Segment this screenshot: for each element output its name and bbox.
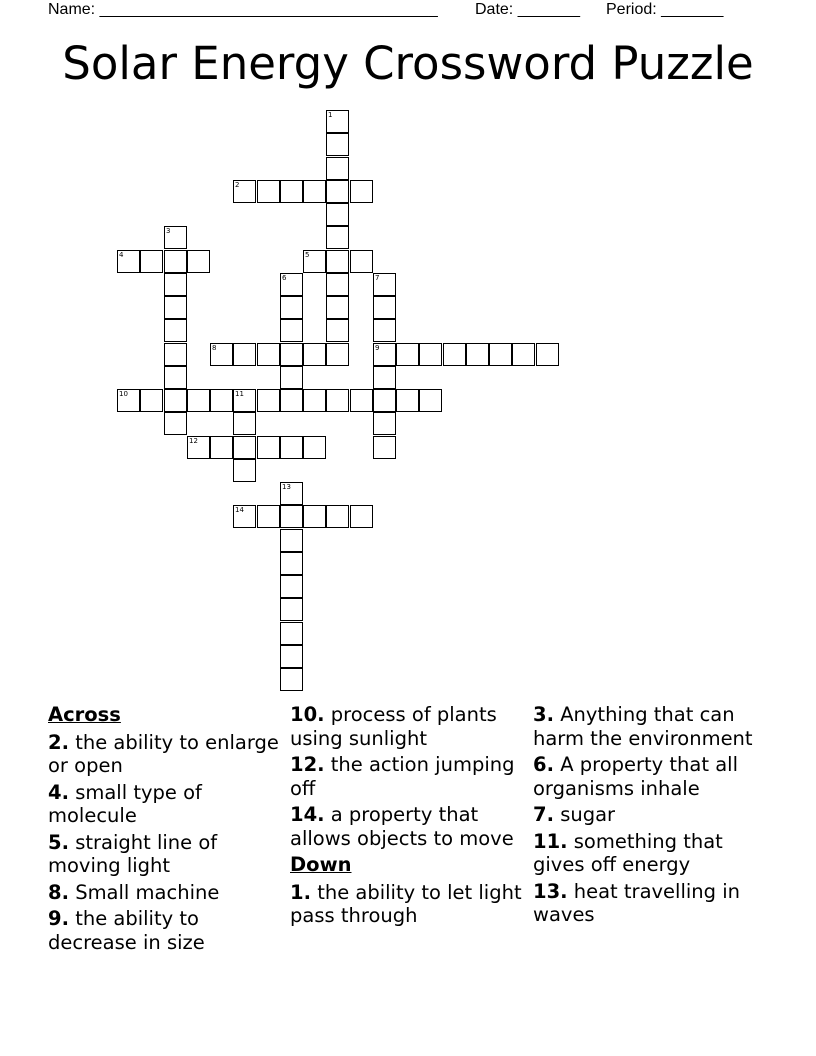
cell-number: 2 <box>235 181 240 189</box>
crossword-cell[interactable] <box>233 436 256 459</box>
crossword-cell[interactable] <box>210 389 233 412</box>
clue-number: 4. <box>48 780 69 804</box>
crossword-cell[interactable] <box>373 412 396 435</box>
clue-column-3 <box>533 703 773 930</box>
crossword-cell[interactable] <box>164 250 187 273</box>
crossword-cell[interactable] <box>489 343 512 366</box>
clue-across-8 <box>48 881 280 905</box>
crossword-cell[interactable] <box>303 250 326 273</box>
crossword-cell[interactable] <box>257 436 280 459</box>
clue-across-10 <box>290 703 522 750</box>
crossword-cell[interactable] <box>233 389 256 412</box>
crossword-cell[interactable] <box>350 389 373 412</box>
crossword-cell[interactable] <box>303 343 326 366</box>
clue-text: small type of molecule <box>48 780 202 827</box>
crossword-cell[interactable] <box>280 389 303 412</box>
cell-number: 1 <box>328 111 333 119</box>
crossword-cell[interactable] <box>257 389 280 412</box>
crossword-cell[interactable] <box>280 622 303 645</box>
clue-down-7 <box>533 803 773 827</box>
clue-across-2 <box>48 731 280 778</box>
crossword-cell[interactable] <box>326 505 349 528</box>
crossword-cell[interactable] <box>164 366 187 389</box>
crossword-cell[interactable] <box>257 343 280 366</box>
cell-number: 3 <box>166 227 171 235</box>
crossword-cell[interactable] <box>164 273 187 296</box>
clue-text: the ability to let light pass through <box>290 880 522 927</box>
cell-number: 7 <box>375 274 380 282</box>
clue-across-9 <box>48 907 280 954</box>
crossword-cell[interactable] <box>350 250 373 273</box>
crossword-cell[interactable] <box>326 157 349 180</box>
crossword-cell[interactable] <box>164 226 187 249</box>
crossword-cell[interactable] <box>326 319 349 342</box>
crossword-cell[interactable] <box>164 389 187 412</box>
clue-column-2 <box>290 703 522 931</box>
crossword-cell[interactable] <box>373 366 396 389</box>
crossword-cell[interactable] <box>326 133 349 156</box>
crossword-cell[interactable] <box>280 366 303 389</box>
crossword-cell[interactable] <box>326 296 349 319</box>
clue-number: 3. <box>533 703 554 726</box>
cell-number: 12 <box>189 437 198 445</box>
crossword-cell[interactable] <box>117 250 140 273</box>
clue-text: the ability to enlarge or open <box>48 730 279 777</box>
cell-number: 13 <box>282 483 291 491</box>
crossword-cell[interactable] <box>210 436 233 459</box>
date-field-label[interactable]: Date: _______ <box>475 1 580 18</box>
crossword-cell[interactable] <box>373 436 396 459</box>
clue-down-11 <box>533 830 773 877</box>
clue-number: 8. <box>48 880 69 904</box>
crossword-cell[interactable] <box>303 389 326 412</box>
crossword-cell[interactable] <box>233 505 256 528</box>
clue-text: heat travelling in waves <box>533 879 741 926</box>
crossword-cell[interactable] <box>419 389 442 412</box>
crossword-cell[interactable] <box>280 552 303 575</box>
crossword-cell[interactable] <box>187 436 210 459</box>
crossword-cell[interactable] <box>326 180 349 203</box>
clue-number: 1. <box>290 880 311 904</box>
clue-number: 14. <box>290 803 325 826</box>
crossword-cell[interactable] <box>326 273 349 296</box>
crossword-cell[interactable] <box>326 343 349 366</box>
cell-number: 8 <box>212 344 217 352</box>
cell-number: 10 <box>119 390 128 398</box>
crossword-cell[interactable] <box>233 459 256 482</box>
crossword-cell[interactable] <box>303 180 326 203</box>
crossword-cell[interactable] <box>164 296 187 319</box>
clue-text: a property that allows objects to move <box>290 803 514 850</box>
clue-across-14 <box>290 803 522 850</box>
crossword-cell[interactable] <box>280 598 303 621</box>
clue-text: Anything that can harm the environment <box>533 703 753 750</box>
cell-number: 6 <box>282 274 287 282</box>
crossword-cell[interactable] <box>140 250 163 273</box>
crossword-cell[interactable] <box>280 575 303 598</box>
clue-across-12 <box>290 753 522 800</box>
clue-number: 12. <box>290 753 325 776</box>
crossword-cell[interactable] <box>280 343 303 366</box>
down-heading: Down <box>290 853 352 876</box>
clue-column-1 <box>48 703 280 957</box>
clue-down-3 <box>533 703 773 750</box>
crossword-cell[interactable] <box>443 343 466 366</box>
cell-number: 14 <box>235 506 244 514</box>
crossword-cell[interactable] <box>257 505 280 528</box>
cell-number: 11 <box>235 390 244 398</box>
crossword-cell[interactable] <box>326 389 349 412</box>
clue-across-5 <box>48 831 280 878</box>
crossword-cell[interactable] <box>280 645 303 668</box>
crossword-cell[interactable] <box>373 296 396 319</box>
crossword-cell[interactable] <box>210 343 233 366</box>
clue-text: A property that all organisms inhale <box>533 753 738 800</box>
crossword-cell[interactable] <box>280 482 303 505</box>
clue-across-4 <box>48 781 280 828</box>
crossword-cell[interactable] <box>303 436 326 459</box>
crossword-cell[interactable] <box>326 110 349 133</box>
crossword-cell[interactable] <box>326 203 349 226</box>
crossword-cell[interactable] <box>303 505 326 528</box>
crossword-cell[interactable] <box>257 180 280 203</box>
clue-down-6 <box>533 753 773 800</box>
clue-number: 6. <box>533 753 554 776</box>
crossword-cell[interactable] <box>280 436 303 459</box>
crossword-cell[interactable] <box>233 180 256 203</box>
crossword-cell[interactable] <box>466 343 489 366</box>
clue-down-1 <box>290 881 522 928</box>
crossword-cell[interactable] <box>280 180 303 203</box>
crossword-cell[interactable] <box>373 389 396 412</box>
crossword-cell[interactable] <box>280 319 303 342</box>
crossword-cell[interactable] <box>512 343 535 366</box>
crossword-cell[interactable] <box>164 319 187 342</box>
crossword-cell[interactable] <box>396 343 419 366</box>
period-field-label[interactable]: Period: _______ <box>606 1 724 18</box>
cell-number: 4 <box>119 251 124 259</box>
crossword-cell[interactable] <box>419 343 442 366</box>
crossword-cell[interactable] <box>233 412 256 435</box>
clue-text: the action jumping off <box>290 753 515 800</box>
clue-number: 7. <box>533 803 554 826</box>
clue-number: 5. <box>48 830 69 854</box>
crossword-cell[interactable] <box>280 296 303 319</box>
crossword-cell[interactable] <box>280 273 303 296</box>
across-heading: Across <box>48 703 121 726</box>
clue-number: 9. <box>48 907 69 930</box>
clue-number: 11. <box>533 829 568 853</box>
crossword-cell[interactable] <box>233 343 256 366</box>
crossword-cell[interactable] <box>326 250 349 273</box>
crossword-cell[interactable] <box>187 389 210 412</box>
cell-number: 5 <box>305 251 310 259</box>
crossword-cell[interactable] <box>350 180 373 203</box>
crossword-cell[interactable] <box>140 389 163 412</box>
clue-text: something that gives off energy <box>533 829 723 876</box>
clue-text: the ability to decrease in size <box>48 907 205 954</box>
clue-number: 13. <box>533 879 568 903</box>
clue-text: straight line of moving light <box>48 830 218 877</box>
clue-down-13 <box>533 880 773 927</box>
crossword-cell[interactable] <box>280 529 303 552</box>
clue-text: process of plants using sunlight <box>290 703 497 750</box>
crossword-cell[interactable] <box>373 319 396 342</box>
cell-number: 9 <box>375 344 380 352</box>
crossword-cell[interactable] <box>280 668 303 691</box>
clue-number: 10. <box>290 703 325 726</box>
clue-text: sugar <box>560 803 616 826</box>
crossword-cell[interactable] <box>164 412 187 435</box>
crossword-cell[interactable] <box>164 343 187 366</box>
clue-number: 2. <box>48 730 69 754</box>
crossword-cell[interactable] <box>350 505 373 528</box>
clue-text: Small machine <box>75 880 220 904</box>
crossword-cell[interactable] <box>396 389 419 412</box>
name-field-label[interactable]: Name: ______________________________________ <box>48 1 438 18</box>
crossword-cell[interactable] <box>536 343 559 366</box>
crossword-cell[interactable] <box>280 505 303 528</box>
crossword-cell[interactable] <box>187 250 210 273</box>
crossword-cell[interactable] <box>373 343 396 366</box>
crossword-cell[interactable] <box>373 273 396 296</box>
page-title: Solar Energy Crossword Puzzle <box>62 37 754 90</box>
crossword-cell[interactable] <box>117 389 140 412</box>
crossword-cell[interactable] <box>326 226 349 249</box>
